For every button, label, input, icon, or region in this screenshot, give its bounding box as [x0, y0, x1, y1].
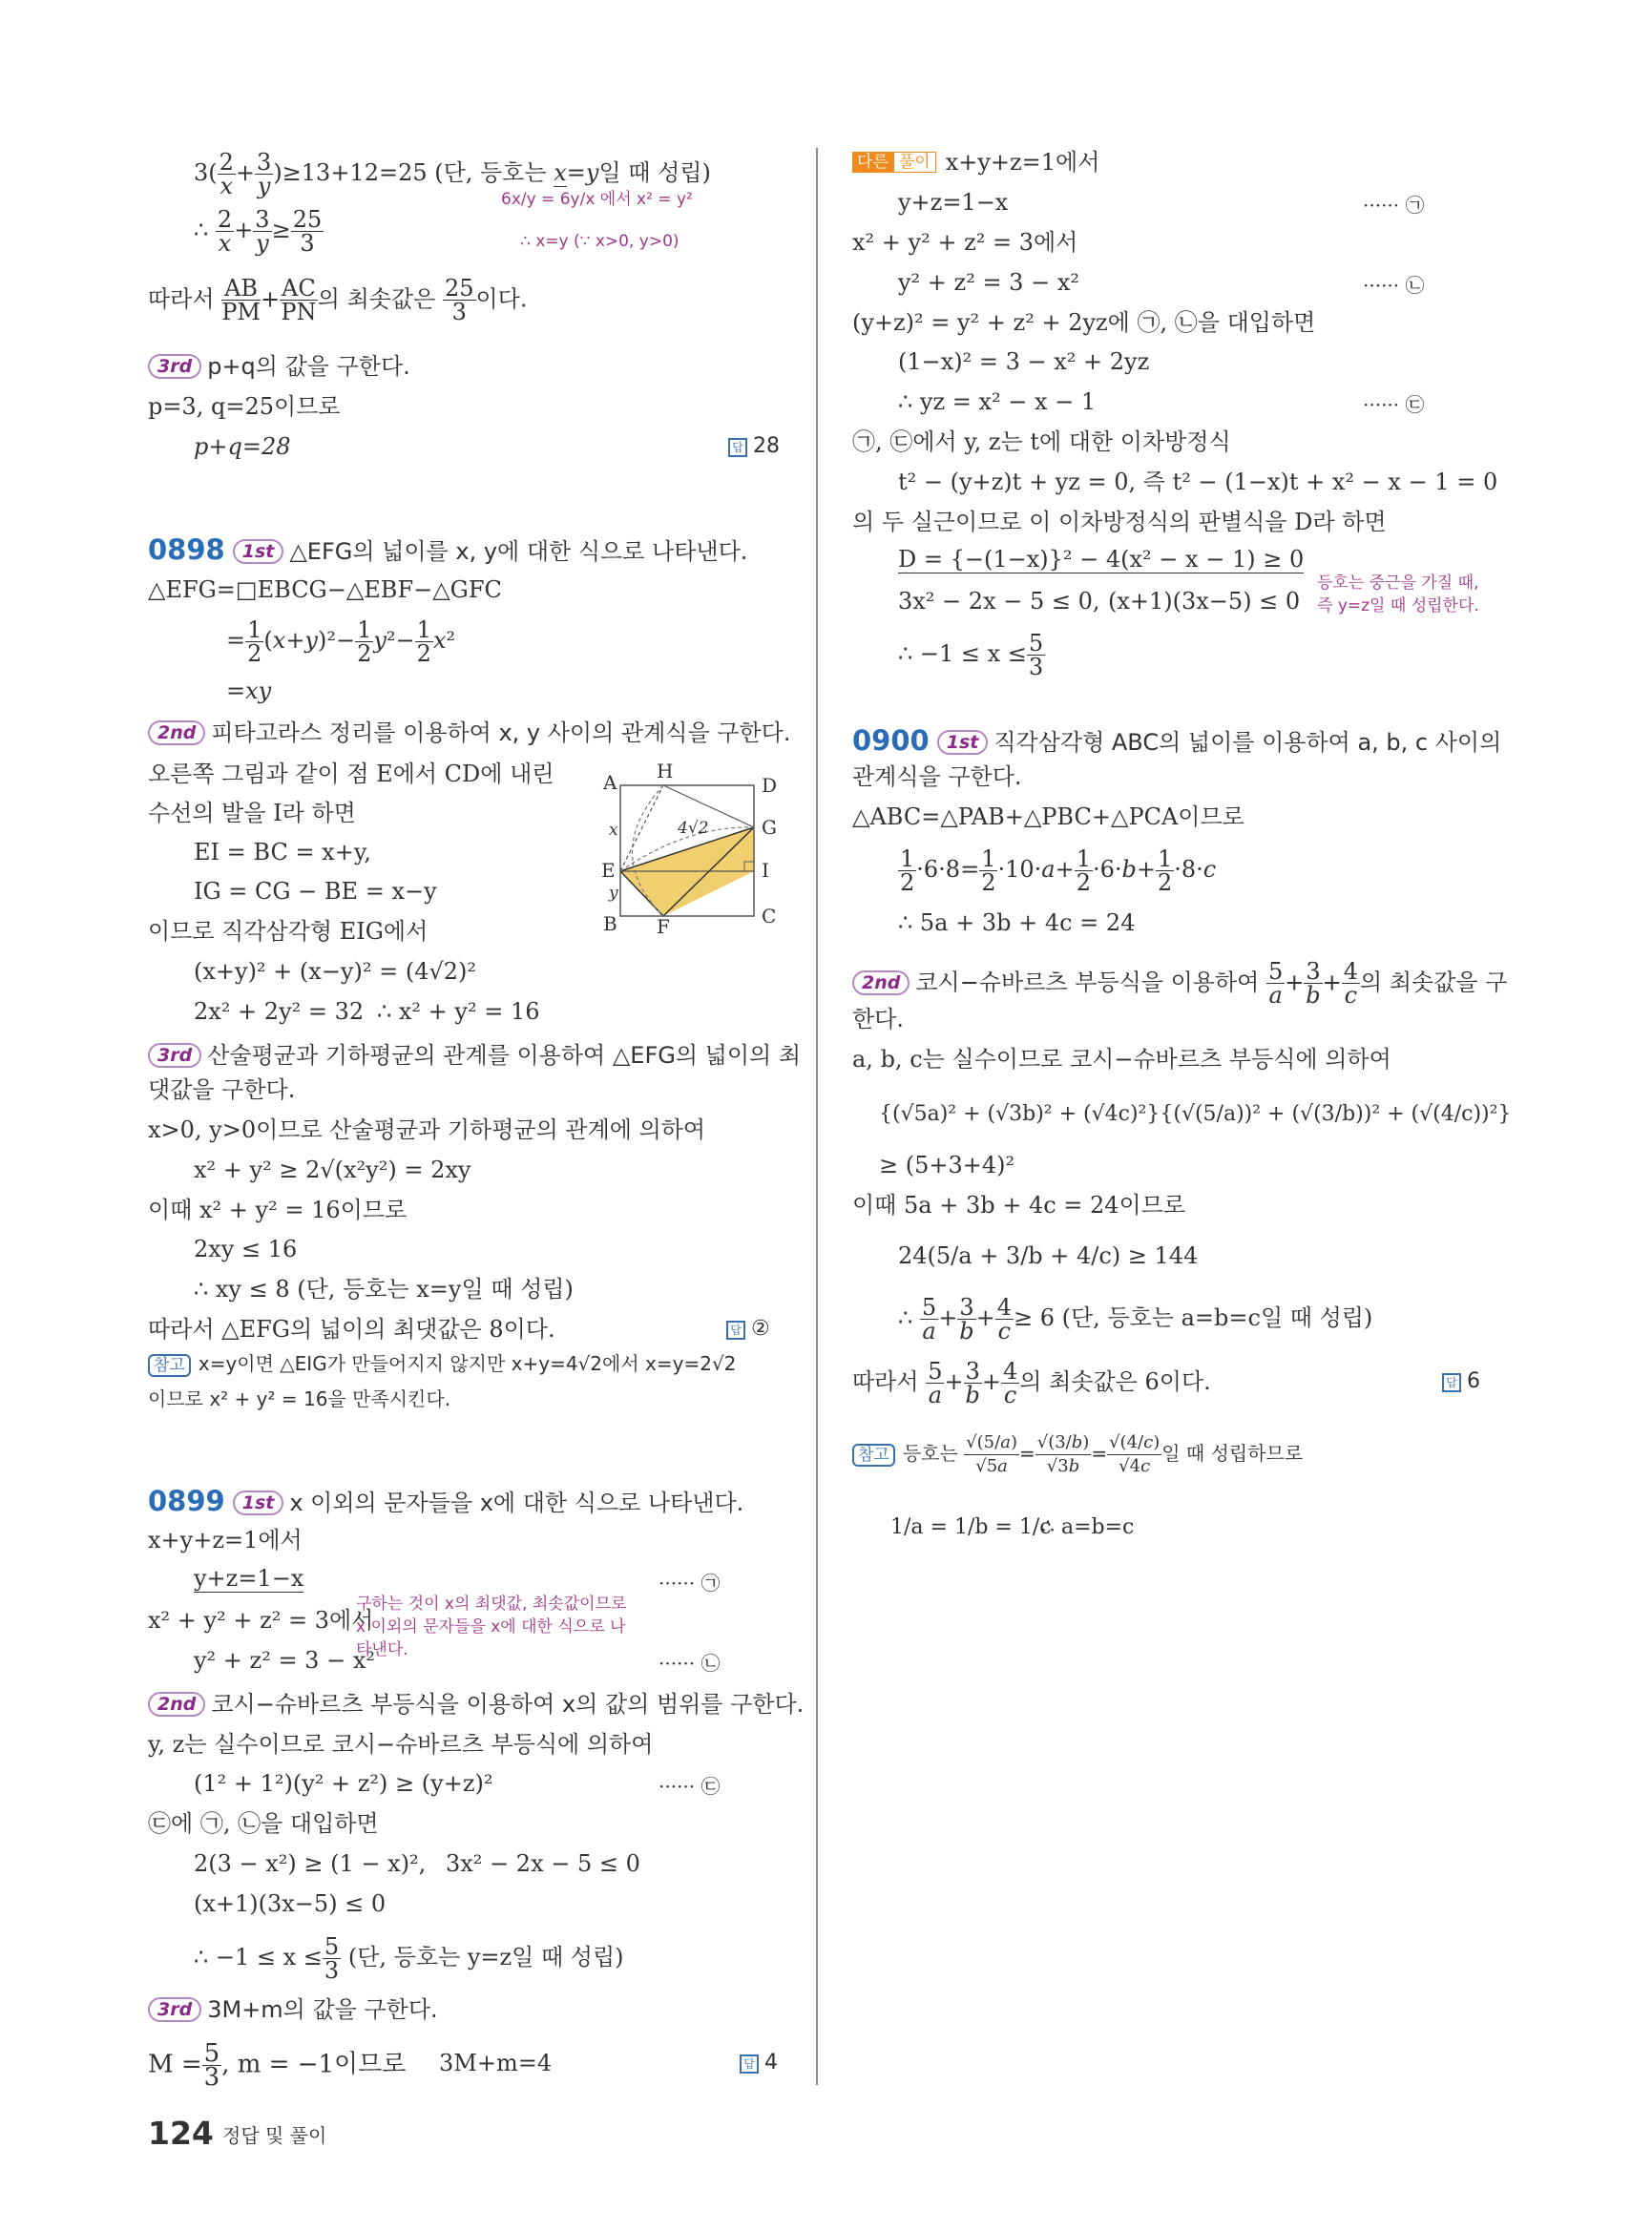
ineq-line: 3( $\frac{2}{x}$ + $\frac{3}{y}$ )≥13+12=25 (단, 등호는 x=y일 때 성립) [194, 149, 711, 199]
text-line: ∴ x² + y² = 16 [377, 998, 540, 1025]
text-line: △ABC=△PAB+△PBC+△PCA이므로 [852, 803, 1244, 830]
alt-solution-heading: 다른 풀이 x+y+z=1에서 [852, 147, 1099, 177]
fig-label: H [657, 760, 674, 782]
answer: 답 4 [740, 2048, 778, 2078]
geometry-figure [592, 759, 783, 935]
text-line: ∴ xy ≤ 8 (단, 등호는 x=y일 때 성립) [194, 1276, 574, 1303]
footer-label: 정답 및 풀이 [222, 2124, 327, 2147]
text-line: 이때 x² + y² = 16이므로 [148, 1197, 408, 1223]
text-line: y² + z² = 3 − x² [194, 1647, 375, 1674]
text-line: y² + z² = 3 − x² [898, 269, 1079, 296]
step-heading: 3rd p+q의 값을 구한다. [148, 351, 410, 382]
step-heading: 2nd 피타고라스 정리를 이용하여 x, y 사이의 관계식을 구한다. [148, 718, 790, 748]
problem-heading-0900: 0900 1st 직각삼각형 ABC의 넓이를 이용하여 a, b, c 사이의 [852, 724, 1502, 757]
text-line: = $\frac{1}{2}$ (x+y)²− $\frac{1}{2}$ y²− $\frac{1}{2}$ x² [226, 616, 456, 667]
conclusion-line: 따라서 $\frac{AB}{PM}$ + $\frac{AC}{PN}$ 의 최솟값은 $\frac{25}{3}$ 이다. [148, 275, 528, 325]
text-line: x² + y² + z² = 3에서 [852, 229, 1078, 256]
text-line: ≥ (5+3+4)² [879, 1152, 1015, 1178]
text-line: ㉠, ㉢에서 y, z는 t에 대한 이차방정식 [852, 428, 1231, 455]
column-divider [816, 148, 818, 2085]
text-line: (x+1)(3x−5) ≤ 0 [194, 1890, 387, 1917]
text-line: (1−x)² = 3 − x² + 2yz [898, 348, 1150, 375]
ineq-result: ∴ $\frac{2}{x}$ + $\frac{3}{y}$ ≥ $\frac{25}{3}$ [194, 206, 323, 257]
text-line: y+z=1−x [194, 1565, 304, 1592]
text-line: (x+1)(3x−5) ≤ 0 [1108, 588, 1301, 615]
text-line: 의 두 실근이므로 이 이차방정식의 판별식을 D라 하면 [852, 509, 1387, 535]
text-line: 2(3 − x²) ≥ (1 − x)², [194, 1850, 427, 1877]
text-line: (1² + 1²)(y² + z²) ≥ (y+z)² [194, 1770, 493, 1797]
fig-label: D [762, 774, 778, 797]
fig-label: y [609, 884, 618, 903]
text-line: ∴ 5a + 3b + 4c = 24 [898, 909, 1136, 936]
text-line: ∴ a=b=c [1041, 1515, 1135, 1539]
alt-solution-tag: 다른 풀이 [852, 151, 936, 174]
text-line: x>0, y>0이므로 산술평균과 기하평균의 관계에 의하여 [148, 1116, 706, 1143]
text-line: 3x² − 2x − 5 ≤ 0, [898, 588, 1100, 615]
text-line: 1/a = 1/b = 1/c [890, 1515, 1052, 1539]
reference-note: 참고 등호는 $\frac{√(5/a)}{√5a}$ = $\frac{√(3/b)}{√3b}$ = $\frac{√(4/c)}{√4c}$ 일 때 성립하므로 [852, 1431, 1303, 1478]
text-line: x² + y² ≥ 2√(x²y²) = 2xy [194, 1157, 471, 1183]
text-line: D = {−(1−x)}² − 4(x² − x − 1) ≥ 0 [898, 546, 1305, 573]
reference-note: 참고 x=y이면 △EIG가 만들어지지 않지만 x+y=4√2에서 x=y=2√2 [148, 1348, 736, 1379]
fig-label: B [603, 912, 617, 935]
side-note: 6x/y = 6y/x 에서 x² = y² [501, 190, 693, 209]
text-line: y, z는 실수이므로 코시−슈바르츠 부등식에 의하여 [148, 1731, 654, 1758]
text-line: 3x² − 2x − 5 ≤ 0 [446, 1850, 640, 1877]
text-line: ∴ −1 ≤ x ≤ $\frac{5}{3}$ [898, 630, 1044, 680]
fig-label: E [601, 859, 616, 882]
text-line: p+q=28 [194, 433, 291, 460]
problem-heading-0898: 0898 1st △EFG의 넓이를 x, y에 대한 식으로 나타낸다. [148, 533, 748, 566]
text-line: t² − (y+z)t + yz = 0, 즉 t² − (1−x)t + x² − x − 1 = 0 [898, 469, 1498, 495]
fig-label: I [762, 859, 769, 882]
step-heading: 2nd 코시−슈바르츠 부등식을 이용하여 $\frac{5}{a}$ + $\frac{3}{b}$ + $\frac{4}{c}$ 의 최솟값을 구 [852, 960, 1507, 1007]
text-line: $\frac{1}{2}$ ·6·8= $\frac{1}{2}$ ·10·a+ $\frac{1}{2}$ ·6·b+ $\frac{1}{2}$ ·8·c [900, 845, 1217, 896]
fig-label: A [603, 771, 617, 794]
text-line: △EFG=□EBCG−△EBF−△GFC [148, 576, 502, 603]
text-line: (y+z)² = y² + z² + 2yz에 ㉠, ㉡을 대입하면 [852, 309, 1316, 336]
text-line: 3M+m=4 [439, 2050, 553, 2076]
text-line: x² + y² + z² = 3에서 [148, 1607, 374, 1634]
fig-label: G [762, 816, 777, 839]
text-line: =xy [226, 678, 272, 704]
reference-tag: 참고 [148, 1354, 191, 1377]
page-number: 124 [148, 2115, 214, 2152]
equation-marker: ······ ㉢ [659, 1775, 721, 1798]
text-line: ∴ $\frac{5}{a}$ + $\frac{3}{b}$ + $\frac{4}{c}$ ≥ 6 (단, 등호는 a=b=c일 때 성립) [898, 1294, 1373, 1345]
equation-marker: ······ ㉢ [1363, 393, 1425, 416]
text-line: 오른쪽 그림과 같이 점 E에서 CD에 내린 [148, 761, 554, 787]
text-line: 24(5/a + 3/b + 4/c) ≥ 144 [898, 1242, 1199, 1269]
text-line: ㉢에 ㉠, ㉡을 대입하면 [148, 1810, 379, 1837]
side-note: x 이외의 문자들을 x에 대한 식으로 나 [356, 1617, 626, 1637]
text-line: EI = BC = x+y, [194, 839, 371, 865]
text-line: IG = CG − BE = x−y [194, 878, 437, 905]
step-heading: 3rd 3M+m의 값을 구한다. [148, 1994, 438, 2025]
text-line: 한다. [852, 1006, 904, 1032]
fig-label: 4√2 [678, 819, 709, 838]
answer: 답 6 [1442, 1366, 1480, 1397]
text-line: 수선의 발을 I라 하면 [148, 800, 356, 826]
text-line: p=3, q=25이므로 [148, 393, 341, 420]
reference-note: 이므로 x² + y² = 16을 만족시킨다. [148, 1387, 451, 1410]
text-line: 이므로 직각삼각형 EIG에서 [148, 918, 429, 945]
text-line: y+z=1−x [898, 189, 1009, 216]
equation-marker: ······ ㉡ [659, 1652, 721, 1675]
text-line: 2xy ≤ 16 [194, 1236, 298, 1262]
equation-marker: ······ ㉠ [1363, 194, 1425, 217]
text-line: 따라서 △EFG의 넓이의 최댓값은 8이다. [148, 1316, 555, 1343]
text-line: ∴ yz = x² − x − 1 [898, 388, 1097, 415]
fig-label: x [609, 821, 618, 840]
text-line: 이때 5a + 3b + 4c = 24이므로 [852, 1192, 1186, 1219]
answer: 답 ② [726, 1314, 770, 1345]
answer-icon: 답 [728, 438, 747, 457]
equation-marker: ······ ㉠ [659, 1572, 721, 1595]
text-line: 댓값을 구한다. [148, 1076, 296, 1103]
text-line: 관계식을 구한다. [852, 763, 1022, 790]
text-line: 2x² + 2y² = 32 [194, 998, 365, 1025]
text-line: (x+y)² + (x−y)² = (4√2)² [194, 958, 477, 985]
text-line: a, b, c는 실수이므로 코시−슈바르츠 부등식에 의하여 [852, 1046, 1391, 1073]
answer: 답 28 [728, 431, 780, 462]
text-line: x+y+z=1에서 [148, 1527, 303, 1553]
step-heading: 3rd 산술평균과 기하평균의 관계를 이용하여 △EFG의 넓이의 최 [148, 1040, 801, 1071]
side-note: 타낸다. [356, 1640, 408, 1659]
side-note: ∴ x=y (∵ x>0, y>0) [520, 232, 680, 251]
side-note: 구하는 것이 x의 최댓값, 최솟값이므로 [356, 1595, 627, 1614]
text-line: ∴ −1 ≤ x ≤ $\frac{5}{3}$ (단, 등호는 y=z일 때 성립) [194, 1933, 624, 1984]
step-heading: 2nd 코시−슈바르츠 부등식을 이용하여 x의 값의 범위를 구한다. [148, 1689, 804, 1720]
problem-heading-0899: 0899 1st x 이외의 문자들을 x에 대한 식으로 나타낸다. [148, 1485, 744, 1517]
text-line: M = $\frac{5}{3}$ , m = −1이므로 [148, 2039, 407, 2092]
text-line: {(√5a)² + (√3b)² + (√4c)²}{(√(5/a))² + (√(3/b))² + (√(4/c))²} [879, 1102, 1512, 1126]
equation-marker: ······ ㉡ [1363, 274, 1425, 297]
text-line: 따라서 $\frac{5}{a}$ + $\frac{3}{b}$ + $\frac{4}{c}$ 의 최솟값은 6이다. [852, 1358, 1211, 1408]
side-note: 등호는 중근을 가질 때, [1317, 573, 1479, 593]
step-badge: 3rd [148, 354, 201, 379]
fig-label: C [762, 905, 777, 928]
side-note: 즉 y=z일 때 성립한다. [1317, 596, 1479, 615]
fig-label: F [657, 915, 670, 935]
